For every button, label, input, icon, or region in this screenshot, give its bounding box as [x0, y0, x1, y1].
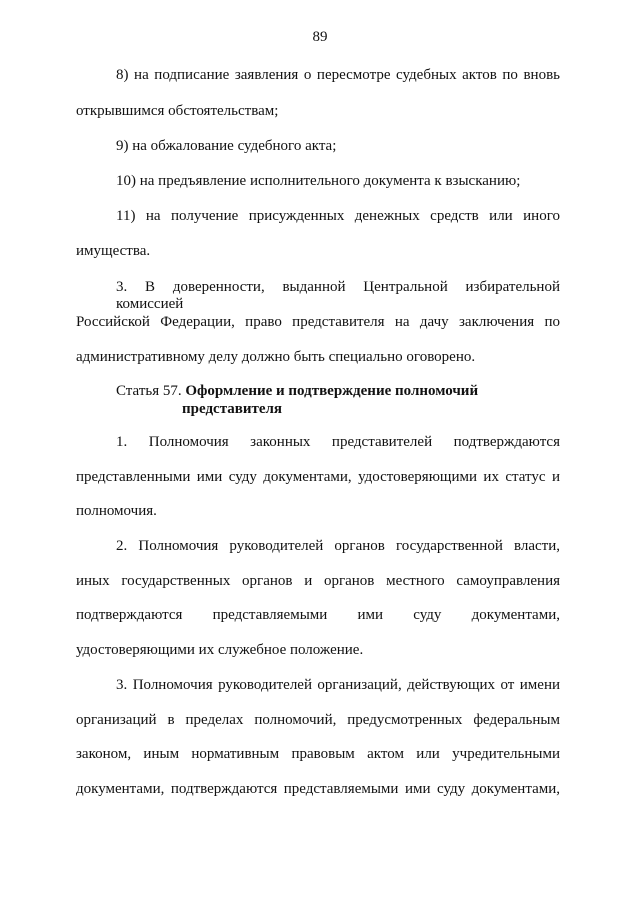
article-title: Оформление и подтверждение полномочий — [185, 383, 479, 399]
paragraph-3-line-3: административному делу должно быть специально оговорено. — [76, 349, 476, 365]
page-number: 89 — [312, 29, 328, 45]
article-p3-line-2: организаций в пределах полномочий, предусмотренных федеральным — [76, 712, 560, 728]
list-item-11-cont: имущества. — [76, 243, 151, 259]
article-p1-line-3: полномочия. — [76, 503, 157, 519]
list-item-9: 9) на обжалование судебного акта; — [116, 138, 337, 154]
paragraph-3-line-1: 3. В доверенности, выданной Центральной избирательной комиссией — [116, 279, 560, 312]
article-p2-line-1: 2. Полномочия руководителей органов государственной власти, — [116, 538, 560, 554]
article-title-cont: представителя — [182, 401, 283, 417]
article-number: Статья 57. — [116, 383, 182, 399]
article-p3-line-3: законом, иным нормативным правовым актом или учредительными — [76, 746, 560, 762]
article-p2-line-2: иных государственных органов и органов местного самоуправления — [76, 573, 560, 589]
list-item-8-cont: открывшимся обстоятельствам; — [76, 103, 279, 119]
article-p1-line-2: представленными ими суду документами, удостоверяющими их статус и — [76, 469, 560, 485]
list-item-10: 10) на предъявление исполнительного документа к взысканию; — [116, 173, 521, 189]
article-p3-line-1: 3. Полномочия руководителей организаций, действующих от имени — [116, 677, 560, 693]
article-p2-line-3: подтверждаются представляемыми ими суду документами, — [76, 607, 560, 623]
list-item-8: 8) на подписание заявления о пересмотре судебных актов по вновь — [116, 67, 560, 83]
article-p2-line-4: удостоверяющими их служебное положение. — [76, 642, 364, 658]
paragraph-3-line-2: Российской Федерации, право представителя на дачу заключения по — [76, 314, 560, 330]
article-p1-line-1: 1. Полномочия законных представителей подтверждаются — [116, 434, 560, 450]
list-item-11: 11) на получение присужденных денежных средств или иного — [116, 208, 560, 224]
article-heading — [116, 383, 478, 400]
article-p3-line-4: документами, подтверждаются представляемыми ими суду документами, — [76, 781, 560, 797]
